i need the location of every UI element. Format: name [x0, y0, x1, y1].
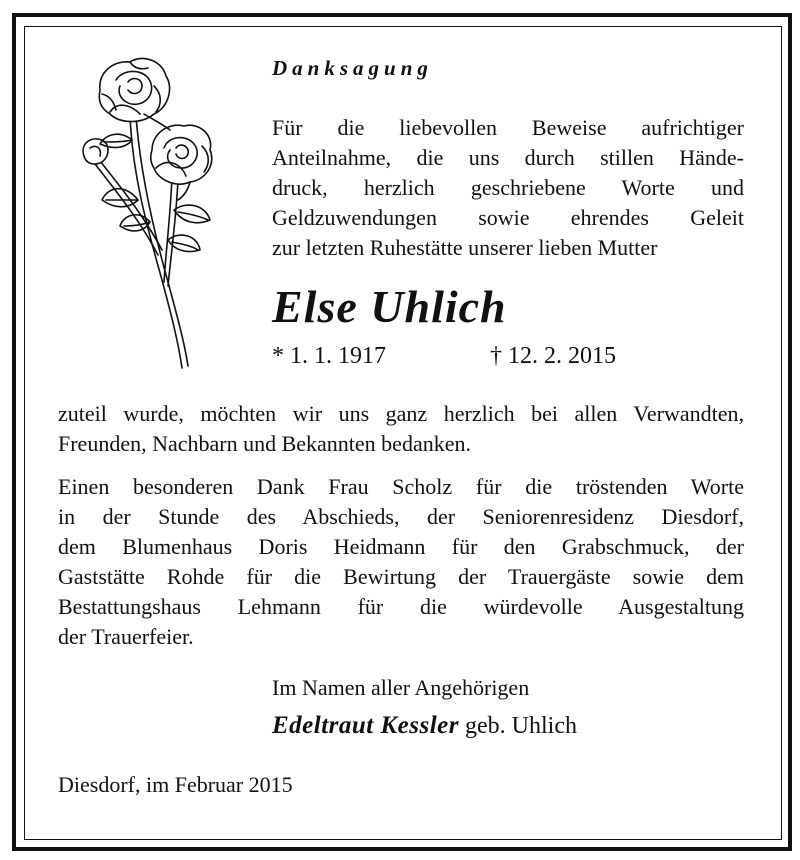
- birth-date: * 1. 1. 1917: [272, 343, 386, 369]
- intro-line: zur letzten Ruhestätte unserer lieben Mutter: [272, 235, 658, 260]
- paragraph-line: in der Stunde des Abschieds, der Seniorenresidenz Diesdorf,: [58, 504, 744, 529]
- paragraph-line: Einen besonderen Dank Frau Scholz für die tröstenden Worte: [58, 474, 744, 499]
- paragraph-line: Freunden, Nachbarn und Bekannten bedanken.: [58, 431, 471, 456]
- intro-text: [272, 113, 744, 263]
- intro-line: Geldzuwendungen sowie ehrendes Geleit: [272, 205, 744, 230]
- paragraph-line: dem Blumenhaus Doris Heidmann für den Grabschmuck, der: [58, 534, 744, 559]
- signature-name: Edeltraut Kessler: [272, 712, 459, 739]
- intro-line: Für die liebevollen Beweise aufrichtiger: [272, 115, 744, 140]
- intro-line: druck, herzlich geschriebene Worte und: [272, 175, 744, 200]
- intro-line: Anteilnahme, die uns durch stillen Hände-: [272, 145, 744, 170]
- paragraph-line: Bestattungshaus Lehmann für die würdevolle Ausgestaltung: [58, 594, 744, 619]
- place-date: Diesdorf, im Februar 2015: [58, 772, 293, 797]
- thanks-paragraph: [58, 399, 744, 459]
- rose-illustration: [70, 50, 230, 370]
- death-date: † 12. 2. 2015: [490, 343, 616, 369]
- signature-intro: Im Namen aller Angehörigen: [272, 675, 530, 700]
- paragraph-line: Gaststätte Rohde für die Bewirtung der Trauergäste sowie dem: [58, 564, 744, 589]
- special-thanks-paragraph: [58, 472, 744, 652]
- signature-suffix: geb. Uhlich: [465, 713, 577, 739]
- signature: [272, 712, 577, 740]
- deceased-name: Else Uhlich: [272, 281, 507, 332]
- paragraph-line: zuteil wurde, möchten wir uns ganz herzlich bei allen Verwandten,: [58, 401, 744, 426]
- paragraph-line: der Trauerfeier.: [58, 624, 194, 649]
- notice-heading: Danksagung: [272, 56, 433, 80]
